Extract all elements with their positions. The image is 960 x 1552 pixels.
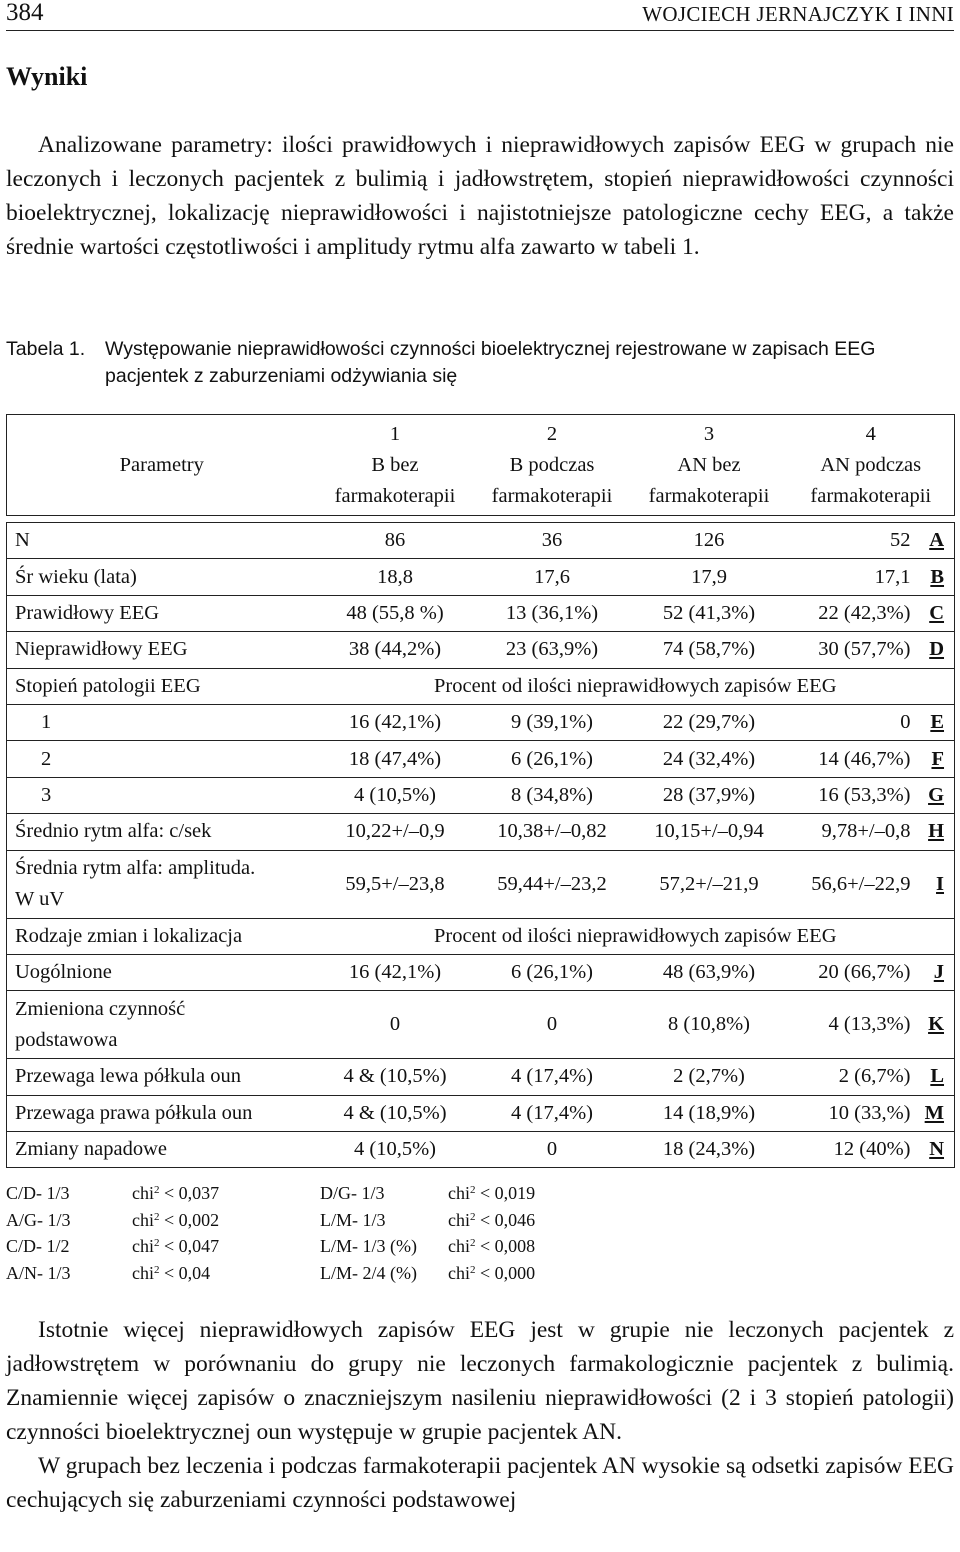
table-row — [7, 668, 955, 704]
cell-group-4: 4 (13,3%) — [788, 991, 915, 1059]
table-row — [7, 1059, 955, 1095]
cell-group-2: 4 (17,4%) — [474, 1095, 631, 1131]
table-row — [7, 918, 955, 954]
row-letter: C — [915, 595, 955, 631]
running-header — [6, 0, 954, 31]
cell-group-1: 10,22+/–0,9 — [317, 814, 474, 850]
footnotes — [6, 1180, 606, 1286]
cell-group-3: 126 — [631, 523, 788, 559]
table-header-row — [7, 415, 955, 516]
row-label: Uogólnione — [7, 954, 317, 990]
table-row — [7, 741, 955, 777]
row-label: Prawidłowy EEG — [7, 595, 317, 631]
row-label: 1 — [7, 704, 317, 740]
cell-group-4: 12 (40%) — [788, 1132, 915, 1168]
row-letter: I — [915, 850, 955, 918]
cell-group-4: 17,1 — [788, 559, 915, 595]
header-col-3: 3 AN bez farmakoterapii — [631, 415, 788, 516]
table-row — [7, 777, 955, 813]
cell-group-4: 56,6+/–22,9 — [788, 850, 915, 918]
cell-group-2: 59,44+/–23,2 — [474, 850, 631, 918]
cell-group-2: 0 — [474, 991, 631, 1059]
cell-group-2: 9 (39,1%) — [474, 704, 631, 740]
footnote-row: C/D- 1/3 chi$^2$ < 0,037 D/G- 1/3 chi$^2$ < 0,019 — [6, 1183, 536, 1203]
table-row — [7, 523, 955, 559]
cell-group-1: 48 (55,8 %) — [317, 595, 474, 631]
cell-group-1: 4 (10,5%) — [317, 1132, 474, 1168]
cell-group-4: 30 (57,7%) — [788, 632, 915, 668]
table-row — [7, 991, 955, 1059]
table-row — [7, 595, 955, 631]
cell-group-3: 18 (24,3%) — [631, 1132, 788, 1168]
cell-group-4: 14 (46,7%) — [788, 741, 915, 777]
cell-group-4: 0 — [788, 704, 915, 740]
row-label: Nieprawidłowy EEG — [7, 632, 317, 668]
table-row — [7, 1132, 955, 1168]
row-letter: B — [915, 559, 955, 595]
row-label: Przewaga prawa półkula oun — [7, 1095, 317, 1131]
cell-group-1: 4 & (10,5%) — [317, 1059, 474, 1095]
row-span-note: Procent od ilości nieprawidłowych zapisów EEG — [317, 668, 955, 704]
cell-group-3: 24 (32,4%) — [631, 741, 788, 777]
header-col-4: 4 AN podczas farmakoterapii — [788, 415, 955, 516]
section-heading: Wyniki — [6, 62, 88, 91]
footnote-row: C/D- 1/2 chi$^2$ < 0,047 L/M- 1/3 (%) chi$^2$ < 0,008 — [6, 1236, 536, 1256]
header-spacer — [7, 516, 955, 523]
row-label: Rodzaje zmian i lokalizacja — [7, 918, 317, 954]
cell-group-2: 36 — [474, 523, 631, 559]
cell-group-1: 16 (42,1%) — [317, 954, 474, 990]
cell-group-1: 4 & (10,5%) — [317, 1095, 474, 1131]
cell-group-4: 16 (53,3%) — [788, 777, 915, 813]
cell-group-4: 52 — [788, 523, 915, 559]
cell-group-4: 22 (42,3%) — [788, 595, 915, 631]
cell-group-4: 10 (33,%) — [788, 1095, 915, 1131]
results-table — [6, 414, 955, 1168]
row-letter: K — [915, 991, 955, 1059]
cell-group-2: 10,38+/–0,82 — [474, 814, 631, 850]
cell-group-1: 16 (42,1%) — [317, 704, 474, 740]
row-label: 2 — [7, 741, 317, 777]
closing-paragraph-1: Istotnie więcej nieprawidłowych zapisów EEG jest w grupie nie leczonych pacjentek z jadłowstrętem w porównaniu do grupy nie leczonych farmakologicznie pacjentek z bulimią. Znamiennie więcej zapisów o znaczniejszym nasileniu nieprawidłowości (2 i 3 stopień patologii) czynności bioelektrycznej oun występuje w grupie pacjentek AN. — [6, 1317, 954, 1445]
row-letter: F — [915, 741, 955, 777]
table-caption-label: Tabela 1. — [6, 338, 86, 360]
cell-group-1: 59,5+/–23,8 — [317, 850, 474, 918]
table-row — [7, 954, 955, 990]
table-row — [7, 814, 955, 850]
table-row — [7, 704, 955, 740]
closing-paragraphs — [6, 1313, 954, 1517]
cell-group-1: 86 — [317, 523, 474, 559]
row-label: Stopień patologii EEG — [7, 668, 317, 704]
row-label: Średnia rytm alfa: amplituda. W uV — [7, 850, 317, 918]
cell-group-2: 6 (26,1%) — [474, 954, 631, 990]
row-letter: A — [915, 523, 955, 559]
table-row — [7, 559, 955, 595]
row-label: 3 — [7, 777, 317, 813]
cell-group-4: 20 (66,7%) — [788, 954, 915, 990]
row-letter: D — [915, 632, 955, 668]
cell-group-1: 0 — [317, 991, 474, 1059]
cell-group-3: 8 (10,8%) — [631, 991, 788, 1059]
row-label: Średnio rytm alfa: c/sek — [7, 814, 317, 850]
cell-group-3: 52 (41,3%) — [631, 595, 788, 631]
cell-group-2: 4 (17,4%) — [474, 1059, 631, 1095]
table-caption-text: Występowanie nieprawidłowości czynności bioelektrycznej rejestrowane w zapisach EEG pacjentek z zaburzeniami odżywiania się — [105, 338, 876, 387]
intro-paragraph-text: Analizowane parametry: ilości prawidłowych i nieprawidłowych zapisów EEG w grupach nie leczonych i leczonych pacjentek z bulimią i jadłowstrętem, stopień nieprawidłowości czynności bioelektrycznej, lokalizację nieprawidłowości i najistotniejsze patologiczne cechy EEG, a także średnie wartości częstotliwości i amplitudy rytmu alfa zawarto w tabeli 1. — [6, 132, 954, 260]
cell-group-1: 4 (10,5%) — [317, 777, 474, 813]
cell-group-1: 38 (44,2%) — [317, 632, 474, 668]
row-label: N — [7, 523, 317, 559]
header-col-1: 1 B bez farmakoterapii — [317, 415, 474, 516]
page-number: 384 — [6, 0, 44, 26]
cell-group-3: 48 (63,9%) — [631, 954, 788, 990]
cell-group-3: 74 (58,7%) — [631, 632, 788, 668]
table-row — [7, 1095, 955, 1131]
cell-group-3: 28 (37,9%) — [631, 777, 788, 813]
row-letter: G — [915, 777, 955, 813]
row-label: Przewaga lewa półkula oun — [7, 1059, 317, 1095]
row-label: Zmiany napadowe — [7, 1132, 317, 1168]
table-row — [7, 632, 955, 668]
cell-group-3: 2 (2,7%) — [631, 1059, 788, 1095]
closing-paragraph-2: W grupach bez leczenia i podczas farmakoterapii pacjentek AN wysokie są odsetki zapisów EEG cechujących się zaburzeniami czynności podstawowej — [6, 1453, 954, 1513]
cell-group-2: 23 (63,9%) — [474, 632, 631, 668]
footnote-row: A/N- 1/3 chi$^2$ < 0,04 L/M- 2/4 (%) chi$^2$ < 0,000 — [6, 1262, 536, 1283]
cell-group-3: 17,9 — [631, 559, 788, 595]
cell-group-2: 17,6 — [474, 559, 631, 595]
header-parameters: Parametry — [7, 415, 317, 516]
cell-group-2: 6 (26,1%) — [474, 741, 631, 777]
row-label: Zmieniona czynność podstawowa — [7, 991, 317, 1059]
cell-group-3: 57,2+/–21,9 — [631, 850, 788, 918]
running-title: WOJCIECH JERNAJCZYK I INNI — [642, 2, 954, 26]
cell-group-3: 14 (18,9%) — [631, 1095, 788, 1131]
cell-group-4: 2 (6,7%) — [788, 1059, 915, 1095]
row-letter: N — [915, 1132, 955, 1168]
footnote-row: A/G- 1/3 chi$^2$ < 0,002 L/M- 1/3 chi$^2$ < 0,046 — [6, 1209, 536, 1230]
row-label: Śr wieku (lata) — [7, 559, 317, 595]
cell-group-3: 10,15+/–0,94 — [631, 814, 788, 850]
row-letter: E — [915, 704, 955, 740]
intro-paragraph — [6, 128, 954, 264]
row-letter: L — [915, 1059, 955, 1095]
cell-group-4: 9,78+/–0,8 — [788, 814, 915, 850]
row-letter: M — [915, 1095, 955, 1131]
row-span-note: Procent od ilości nieprawidłowych zapisów EEG — [317, 918, 955, 954]
header-col-2: 2 B podczas farmakoterapii — [474, 415, 631, 516]
cell-group-3: 22 (29,7%) — [631, 704, 788, 740]
row-letter: J — [915, 954, 955, 990]
cell-group-2: 0 — [474, 1132, 631, 1168]
cell-group-1: 18 (47,4%) — [317, 741, 474, 777]
cell-group-2: 8 (34,8%) — [474, 777, 631, 813]
table-row — [7, 850, 955, 918]
cell-group-2: 13 (36,1%) — [474, 595, 631, 631]
cell-group-1: 18,8 — [317, 559, 474, 595]
row-letter: H — [915, 814, 955, 850]
